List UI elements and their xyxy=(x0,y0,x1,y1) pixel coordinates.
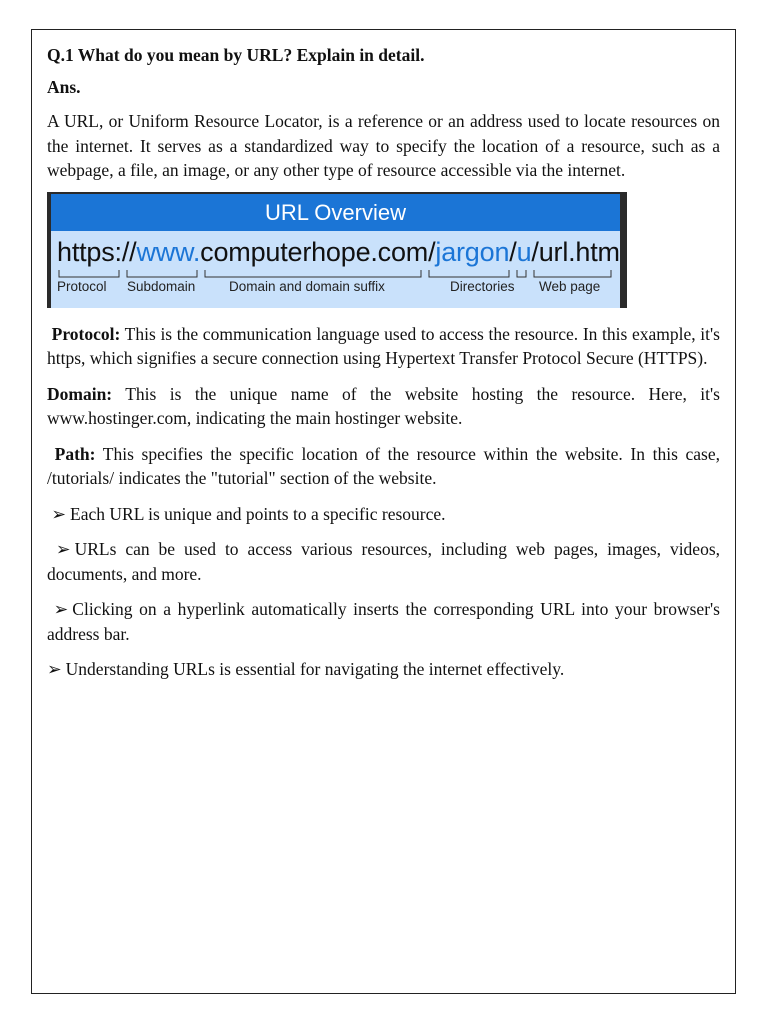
protocol-term: Protocol: xyxy=(51,323,121,344)
segment-labels xyxy=(51,274,620,300)
url-directory-2: u xyxy=(516,236,532,267)
question-heading: Q.1 What do you mean by URL? Explain in detail. xyxy=(47,45,425,65)
protocol-paragraph xyxy=(47,322,720,371)
path-text: This specifies the specific location of the resource within the website. In this case, /tutorials/ indicates the "tutorial" section of the website. xyxy=(47,443,721,488)
url-overview-figure xyxy=(47,192,627,308)
arrow-bullet-icon: ➢ xyxy=(53,599,69,619)
arrow-bullet-icon: ➢ xyxy=(51,503,67,524)
figure-body xyxy=(51,231,620,308)
domain-paragraph xyxy=(47,382,720,431)
label-protocol: Protocol xyxy=(57,278,107,294)
bullet-text: Understanding URLs is essential for navigating the internet effectively. xyxy=(65,659,565,679)
url-domain: computerhope.com/ xyxy=(200,236,436,267)
bullet-text: Clicking on a hyperlink automatically inserts the corresponding URL into your browser's address bar. xyxy=(47,599,720,644)
domain-text: This is the unique name of the website hosting the resource. Here, it's www.hostinger.com, indicating the main hostinger website. xyxy=(47,383,720,428)
bullet-item xyxy=(47,597,720,646)
document-body xyxy=(47,42,720,693)
label-subdomain: Subdomain xyxy=(127,278,196,294)
label-webpage: Web page xyxy=(539,278,601,294)
answer-label: Ans. xyxy=(47,77,81,97)
url-separator: / xyxy=(509,236,517,267)
url-subdomain: www. xyxy=(136,236,201,267)
label-domain: Domain and domain suffix xyxy=(229,278,385,294)
url-page: /url.htm xyxy=(531,236,620,267)
bullet-item xyxy=(47,537,720,586)
path-term: Path: xyxy=(54,443,96,464)
url-directory-1: jargon xyxy=(435,236,510,267)
bullet-item xyxy=(47,657,720,682)
arrow-bullet-icon: ➢ xyxy=(47,659,62,679)
arrow-bullet-icon: ➢ xyxy=(55,539,71,559)
bullet-text: Each URL is unique and points to a specific resource. xyxy=(70,503,446,524)
label-directories: Directories xyxy=(450,278,515,294)
domain-term: Domain: xyxy=(47,383,113,404)
bullet-text: URLs can be used to access various resources, including web pages, images, videos, documents, and more. xyxy=(47,539,721,584)
path-paragraph xyxy=(47,442,720,491)
intro-paragraph: A URL, or Uniform Resource Locator, is a reference or an address used to locate resources on the internet. It serves as a standardized way to specify the location of a resource, such as a webpage, a file, an image, or any other type of resource accessible via the internet. xyxy=(47,111,720,180)
example-url xyxy=(57,233,620,271)
bullet-item xyxy=(47,502,720,527)
protocol-text: This is the communication language used to access the resource. In this example, it's https, which signifies a secure connection using Hypertext Transfer Protocol Secure (HTTPS). xyxy=(47,323,720,368)
figure-title: URL Overview xyxy=(51,194,620,231)
url-protocol: https:// xyxy=(57,236,137,267)
